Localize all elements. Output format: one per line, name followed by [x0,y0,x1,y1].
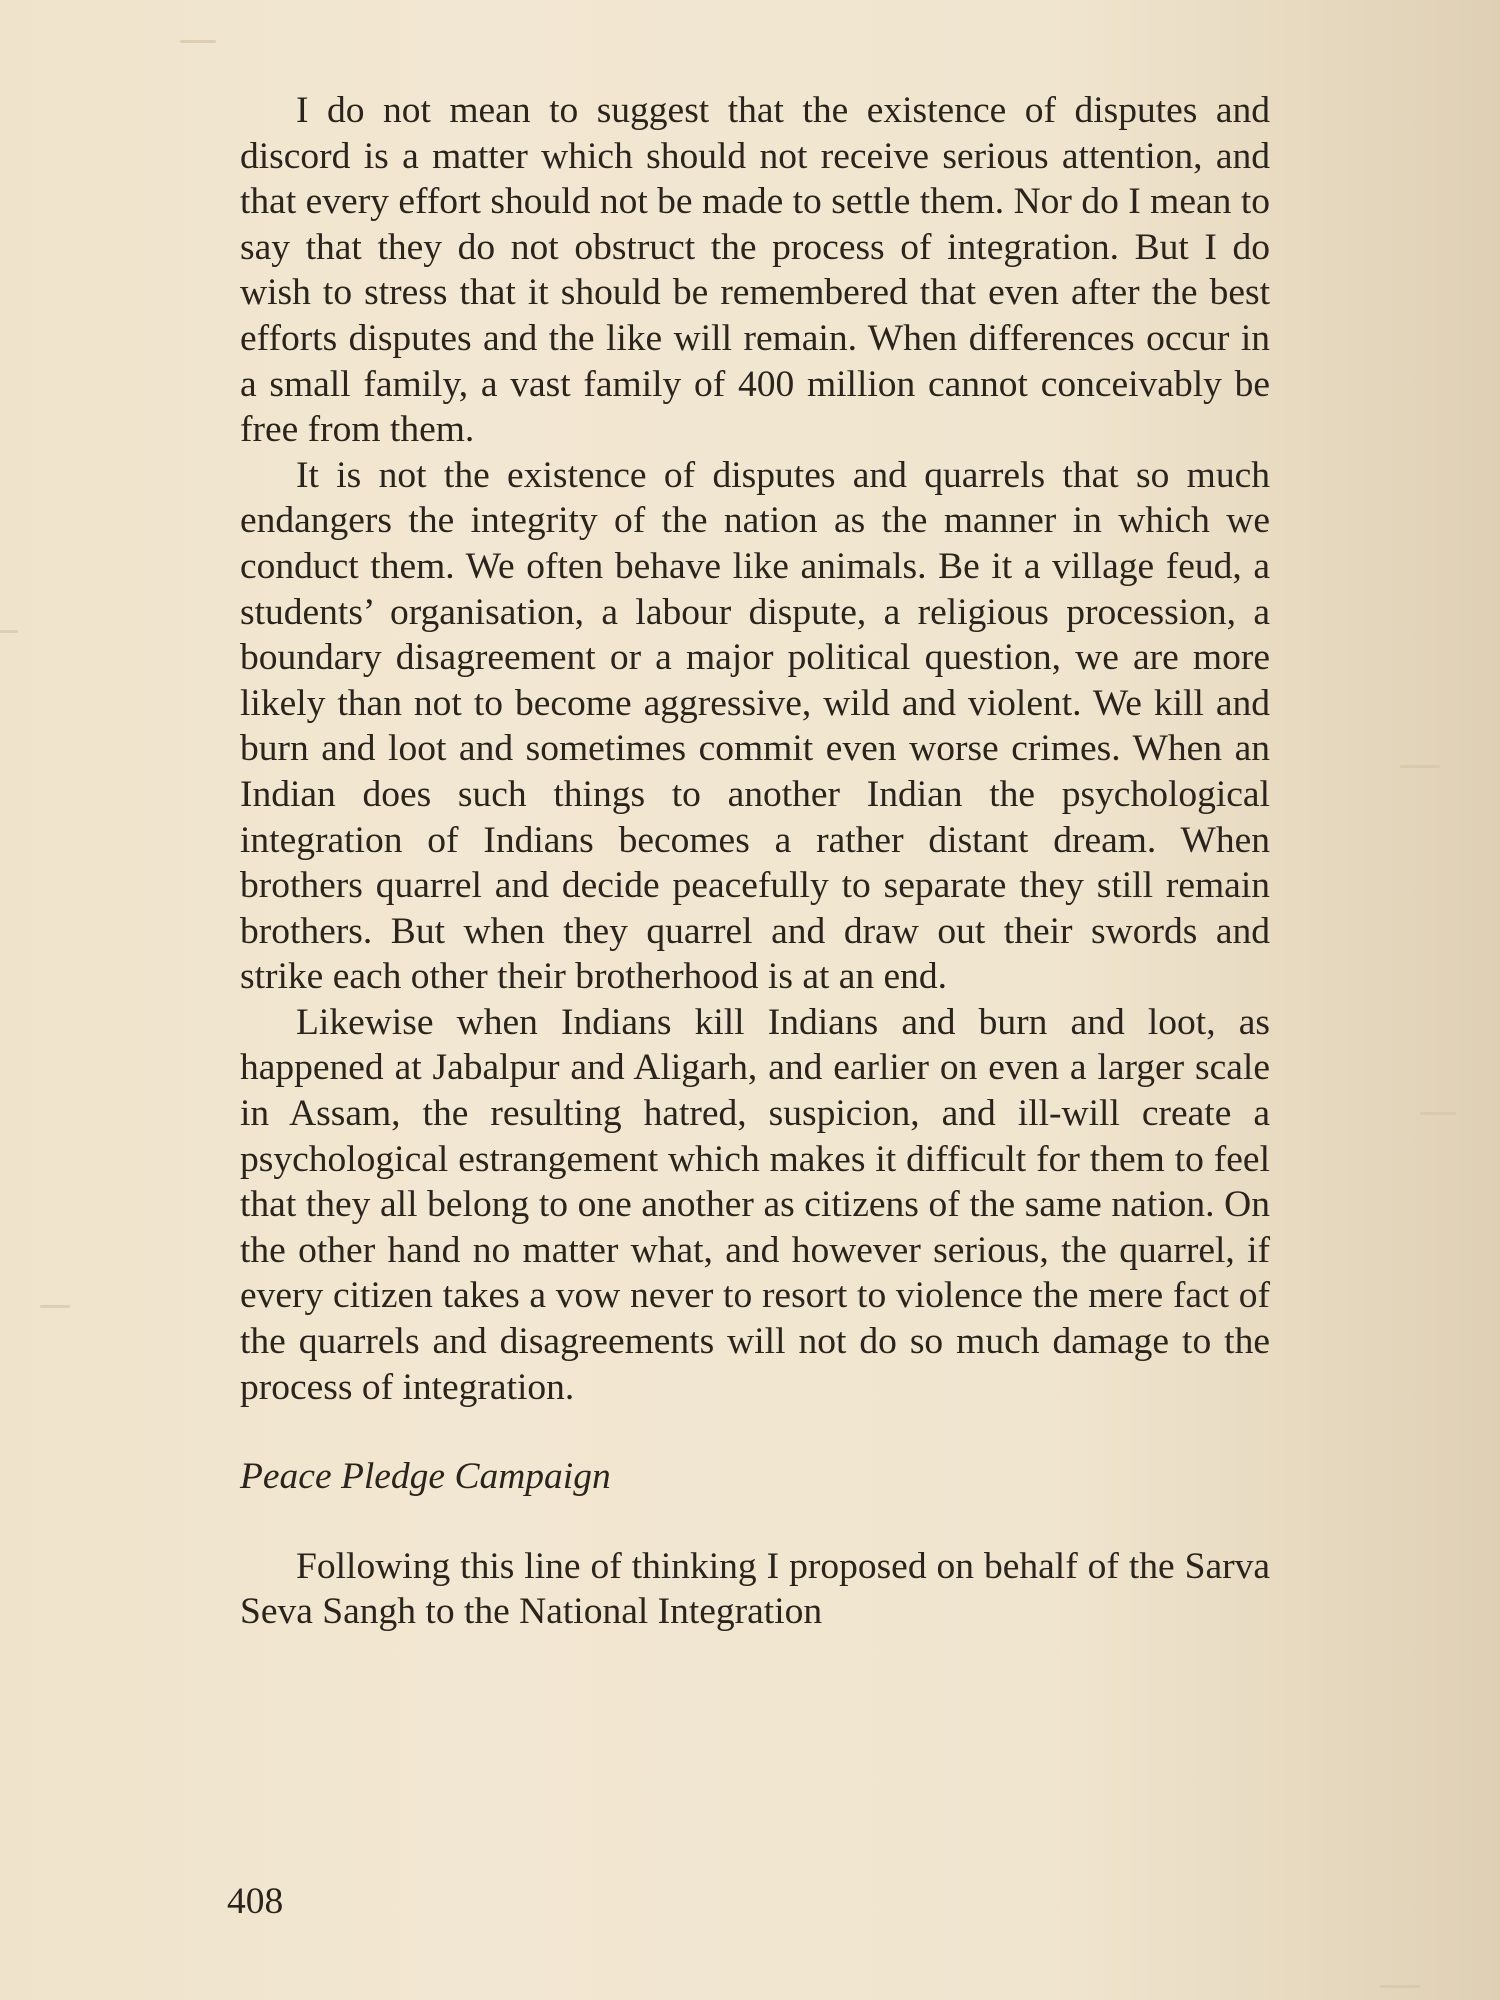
paper-speck [1420,1112,1456,1115]
paper-speck [40,1305,70,1308]
paragraph-3: Likewise when Indians kill Indians and burn and loot, as happened at Jabalpur and Aligarh, and earlier on even a larger scale in Assam, the resulting hatred, suspicion, and ill-will create a psychological estrangement which makes it difficult for them to feel that they all belong to one another as citizens of the same nation. On the other hand no matter what, and however serious, the quarrel, if every citizen takes a vow never to resort to violence the mere fact of the quarrels and disagreements will not do so much damage to the process of integration. [240,1001,1270,1408]
section-heading: Peace Pledge Campaign [240,1456,611,1498]
paper-speck [1400,765,1440,768]
paragraph-1: I do not mean to suggest that the existence of disputes and discord is a matter which should not receive serious attention, and that every effort should not be made to settle them. Nor do I mean to say that they do not obstruct the process of integration. But I do wish to stress that it should be remembered that even after the best efforts disputes and the like will remain. When differences occur in a small family, a vast family of 400 million cannot conceivably be free from them. [240,90,1270,451]
paragraph-4: Following this line of thinking I proposed on behalf of the Sarva Seva Sangh to the National Integration [240,1545,1270,1633]
paragraph-2: It is not the existence of disputes and quarrels that so much endangers the integrity of the nation as the manner in which we conduct them. We often behave like animals. Be it a village feud, a students’ organisation, a labour dispute, a religious procession, a boundary disagreement or a major political question, we are more likely than not to become aggressive, wild and violent. We kill and burn and loot and sometimes commit even worse crimes. When an Indian does such things to another Indian the psychological integration of Indians becomes a rather distant dream. When brothers quarrel and decide peacefully to separate they still remain brothers. But when they quarrel and draw out their swords and strike each other their brotherhood is at an end. [240,454,1270,998]
paper-speck [180,40,216,43]
paper-speck [1380,1985,1420,1988]
body-text [240,88,1270,1635]
paper-speck [0,630,18,633]
page-number: 408 [227,1881,284,1922]
